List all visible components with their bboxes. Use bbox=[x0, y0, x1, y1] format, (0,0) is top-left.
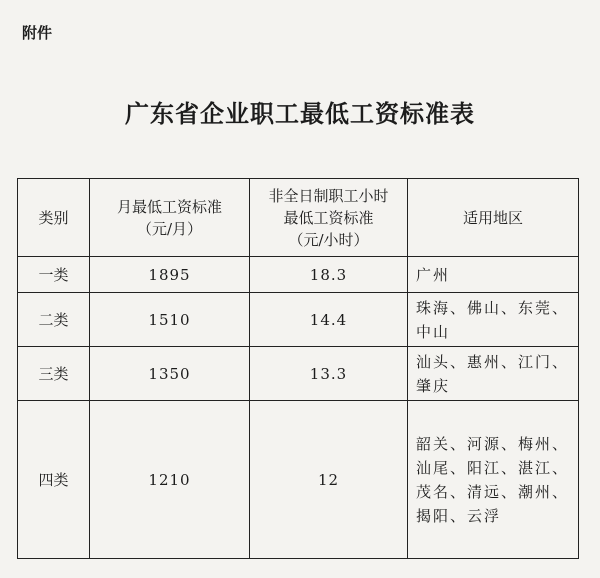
attachment-label: 附件 bbox=[22, 24, 53, 42]
header-category: 类别 bbox=[18, 179, 90, 257]
category-cell: 一类 bbox=[18, 257, 90, 293]
monthly-wage-cell: 1210 bbox=[90, 401, 250, 559]
minimum-wage-table bbox=[17, 178, 579, 559]
table-row bbox=[18, 257, 579, 293]
hourly-wage-cell: 18.3 bbox=[250, 257, 408, 293]
hourly-wage-cell: 13.3 bbox=[250, 347, 408, 401]
monthly-wage-cell: 1510 bbox=[90, 293, 250, 347]
region-cell: 广州 bbox=[408, 257, 579, 293]
header-monthly-wage: 月最低工资标准 （元/月） bbox=[90, 179, 250, 257]
monthly-wage-cell: 1350 bbox=[90, 347, 250, 401]
table-row bbox=[18, 347, 579, 401]
page-title: 广东省企业职工最低工资标准表 bbox=[125, 100, 475, 128]
hourly-wage-cell: 12 bbox=[250, 401, 408, 559]
header-hourly-wage: 非全日制职工小时 最低工资标准 （元/小时） bbox=[250, 179, 408, 257]
region-cell: 汕头、惠州、江门、 肇庆 bbox=[408, 347, 579, 401]
category-cell: 四类 bbox=[18, 401, 90, 559]
header-region: 适用地区 bbox=[408, 179, 579, 257]
table-header-row bbox=[18, 179, 579, 257]
category-cell: 三类 bbox=[18, 347, 90, 401]
table-row bbox=[18, 401, 579, 559]
category-cell: 二类 bbox=[18, 293, 90, 347]
monthly-wage-cell: 1895 bbox=[90, 257, 250, 293]
table-row bbox=[18, 293, 579, 347]
region-cell: 韶关、河源、梅州、 汕尾、阳江、湛江、 茂名、清远、潮州、 揭阳、云浮 bbox=[408, 401, 579, 559]
hourly-wage-cell: 14.4 bbox=[250, 293, 408, 347]
region-cell: 珠海、佛山、东莞、 中山 bbox=[408, 293, 579, 347]
